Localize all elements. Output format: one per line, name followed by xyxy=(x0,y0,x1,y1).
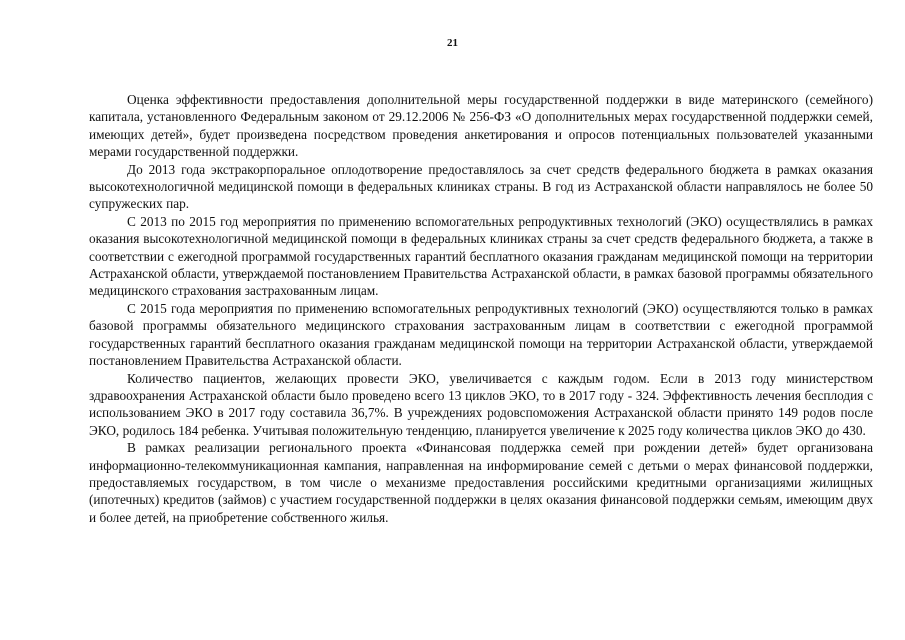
paragraph-regional-project: В рамках реализации регионального проекта «Финансовая поддержка семей при рождении детей» будет организована информационно-телекоммуникационная кампания, направленная на информирование семей с детьми о мерах финансовой поддержки, предоставляемых государством, в том числе о механизме предоставления российскими кредитными организациями жилищных (ипотечных) кредитов (займов) с участием государственной поддержки в целях оказания финансовой поддержки семьям, имеющим двух и более детей, на приобретение собственного жилья. xyxy=(89,440,873,525)
paragraph-ivf-statistics: Количество пациентов, желающих провести ЭКО, увеличивается с каждым годом. Если в 2013 году министерством здравоохранения Астраханской области было проведено всего 13 циклов ЭКО, то в 2017 году - 324. Эффективность лечения бесплодия с использованием ЭКО в 2017 году составила 36,7%. В учреждениях родовспоможения Астраханской области принято 149 родов после ЭКО, родилось 184 ребенка. Учитывая положительную тенденцию, планируется увеличение к 2025 году количества циклов ЭКО до 430. xyxy=(89,370,873,438)
document-body xyxy=(89,91,873,526)
page-number: 21 xyxy=(447,37,458,49)
paragraph-ivf-before-2013: До 2013 года экстракорпоральное оплодотворение предоставлялось за счет средств федерального бюджета в рамках оказания высокотехнологичной медицинской помощи в федеральных клиниках страны. В год из Астраханской области направлялось не более 50 супружеских пар. xyxy=(89,161,873,212)
paragraph-ivf-2013-2015: С 2013 по 2015 год мероприятия по применению вспомогательных репродуктивных технологий (ЭКО) осуществлялись в рамках оказания высокотехнологичной медицинской помощи в федеральных клиниках страны за счет средств федерального бюджета, а также в соответствии с ежегодной программой государственных гарантий бесплатного оказания гражданам медицинской помощи на территории Астраханской области, утверждаемой постановлением Правительства Астраханской области, в рамках базовой программы обязательного медицинского страхования застрахованным лицам. xyxy=(89,213,873,299)
paragraph-ivf-since-2015: С 2015 года мероприятия по применению вспомогательных репродуктивных технологий (ЭКО) осуществляются только в рамках базовой программы обязательного медицинского страхования застрахованным лицам в соответствии с ежегодной программой государственных гарантий бесплатного оказания гражданам медицинской помощи на территории Астраханской области, утверждаемой постановлением Правительства Астраханской области. xyxy=(89,300,873,369)
paragraph-maternity-capital-evaluation: Оценка эффективности предоставления дополнительной меры государственной поддержки в виде материнского (семейного) капитала, установленного Федеральным законом от 29.12.2006 № 256-ФЗ «О дополнительных мерах государственной поддержки семей, имеющих детей», будет произведена посредством проведения анкетирования и опросов потенциальных пользователей указанными мерами государственной поддержки. xyxy=(89,92,873,160)
